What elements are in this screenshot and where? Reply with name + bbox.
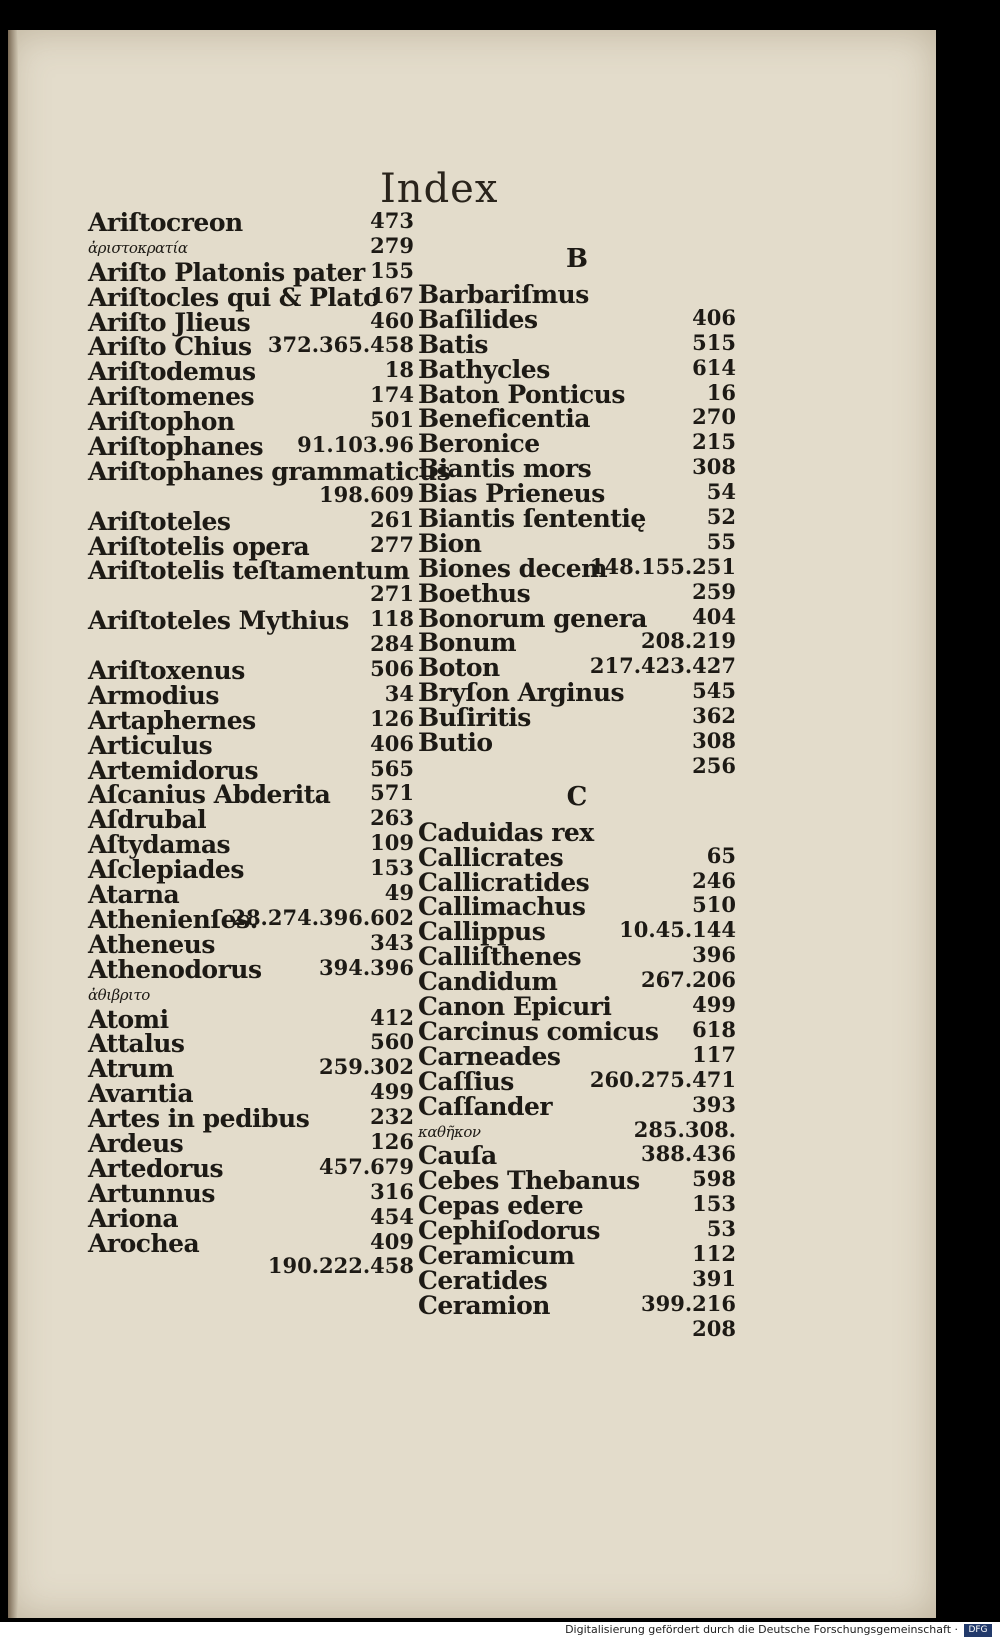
index-term: Bathycles xyxy=(418,354,550,384)
index-entry xyxy=(88,506,414,536)
index-entry xyxy=(88,1203,414,1233)
index-term: Aſdrubal xyxy=(88,805,207,835)
index-entry xyxy=(88,954,414,984)
index-term: Ariſtocles qui & Plato xyxy=(88,282,380,312)
index-entry xyxy=(418,454,736,484)
index-term: Ceratides xyxy=(418,1265,548,1295)
index-term: Cepas edere xyxy=(418,1191,584,1221)
index-page-refs: 109 xyxy=(370,830,414,856)
index-page-refs: 174 xyxy=(370,382,414,408)
index-page-refs: 406 xyxy=(692,304,736,330)
index-term: Ariſtotelis teſtamentum xyxy=(88,556,410,586)
index-entry xyxy=(418,1091,736,1121)
index-page-refs: 246 xyxy=(692,867,736,893)
index-entry xyxy=(418,1141,736,1171)
index-term: Athenodorus xyxy=(88,954,262,984)
index-term: Callippus xyxy=(418,917,546,947)
index-term: Ariſto Chius xyxy=(88,332,252,362)
index-term: Ariſtomenes xyxy=(88,382,255,412)
index-page-refs: 285.308. xyxy=(633,1116,736,1142)
index-term: Aſcanius Abderita xyxy=(88,780,331,810)
page-binding-edge xyxy=(8,30,18,1618)
index-term: Barbariſmus xyxy=(418,280,589,309)
index-entry xyxy=(418,867,736,897)
index-page-refs: 506 xyxy=(370,656,414,682)
index-page-refs: 565 xyxy=(370,755,414,781)
index-page-refs: 510 xyxy=(692,892,736,918)
index-page-refs: 515 xyxy=(692,329,736,355)
index-term: Cebes Thebanus xyxy=(418,1166,640,1196)
index-entry xyxy=(88,880,414,910)
index-term: Ariſtophanes xyxy=(88,432,264,462)
index-entry xyxy=(418,753,736,778)
index-page-refs: 49 xyxy=(384,880,414,906)
index-entry xyxy=(88,980,414,1005)
index-page-refs: 545 xyxy=(692,678,736,704)
book-page xyxy=(8,30,936,1618)
index-entry xyxy=(88,233,414,258)
index-entry xyxy=(418,842,736,872)
index-entry xyxy=(88,282,414,312)
index-term: Articulus xyxy=(88,730,213,760)
index-term: Batis xyxy=(418,329,488,359)
index-term: Buſiritis xyxy=(418,703,531,733)
index-entry xyxy=(418,354,736,384)
index-page-refs: 388.436 xyxy=(641,1141,736,1167)
section-letter xyxy=(418,778,736,818)
index-term: Aſtydamas xyxy=(88,830,231,860)
index-term: Athenienſes. xyxy=(88,904,258,934)
index-term: Artedorus xyxy=(88,1153,224,1183)
index-page-refs: 91.103.96 xyxy=(297,432,414,458)
index-entry xyxy=(88,1253,414,1278)
index-entry xyxy=(88,482,414,507)
index-term: Ariſtotelis opera xyxy=(88,531,310,561)
index-page-refs: 54 xyxy=(706,479,736,505)
index-entry xyxy=(88,357,414,387)
index-term: Calliſthenes xyxy=(418,942,582,972)
index-entry xyxy=(418,504,736,534)
index-page-refs: 126 xyxy=(370,1128,414,1154)
index-page-refs: 598 xyxy=(692,1166,736,1192)
index-entry xyxy=(418,1290,736,1320)
index-entry xyxy=(418,917,736,947)
index-entry xyxy=(418,892,736,922)
index-entry xyxy=(418,603,736,633)
index-term: Artaphernes xyxy=(88,705,256,735)
index-entry xyxy=(418,1166,736,1196)
index-entry xyxy=(418,578,736,608)
index-term: Armodius xyxy=(88,680,219,710)
index-entry xyxy=(418,628,736,658)
index-page-refs: 393 xyxy=(692,1091,736,1117)
index-page-refs: 217.423.427 xyxy=(589,653,736,679)
page-heading: Index xyxy=(380,166,499,212)
index-term: Caduidas rex xyxy=(418,817,594,847)
footer-bar xyxy=(0,1622,1000,1640)
index-term: ἀθιβριτο xyxy=(88,985,150,1004)
index-page-refs: 391 xyxy=(692,1265,736,1291)
index-page-refs: 396 xyxy=(692,942,736,968)
index-term: Cephiſodorus xyxy=(418,1216,600,1246)
index-page-refs: 16 xyxy=(706,379,736,405)
index-term: Boethus xyxy=(418,578,531,608)
index-entry xyxy=(418,703,736,733)
index-term: Biantis ſententię xyxy=(418,504,646,534)
index-entry xyxy=(418,1191,736,1221)
index-page-refs: 260.275.471 xyxy=(589,1066,736,1092)
index-term: Callicratides xyxy=(418,867,590,897)
index-term: Caſſander xyxy=(418,1091,553,1121)
index-entry xyxy=(88,730,414,760)
index-term: Bonorum genera xyxy=(418,603,647,633)
index-term: Carneades xyxy=(418,1041,561,1071)
index-entry xyxy=(418,1265,736,1295)
index-term: Avarıtia xyxy=(88,1079,194,1109)
index-entry xyxy=(88,407,414,437)
index-entry xyxy=(88,929,414,959)
index-entry xyxy=(88,1054,414,1084)
index-page-refs: 372.365.458 xyxy=(267,332,414,358)
index-entry xyxy=(418,304,736,334)
index-term: Attalus xyxy=(88,1029,185,1059)
index-page-refs: 460 xyxy=(370,307,414,333)
section-letter-label: B xyxy=(566,244,588,274)
index-term: Canon Epicuri xyxy=(418,992,612,1022)
index-page-refs: 53 xyxy=(706,1216,736,1242)
index-page-refs: 263 xyxy=(370,805,414,831)
index-page-refs: 198.609 xyxy=(319,481,414,507)
index-term: Baton Ponticus xyxy=(418,379,625,409)
index-entry xyxy=(418,528,736,558)
index-entry xyxy=(418,1316,736,1341)
index-term: Carcinus comicus xyxy=(418,1016,659,1046)
index-page-refs: 117 xyxy=(692,1041,736,1067)
index-page-refs: 343 xyxy=(370,929,414,955)
index-term: Ceramion xyxy=(418,1290,550,1320)
index-page-refs: 308 xyxy=(692,454,736,480)
index-term: Artemidorus xyxy=(88,755,259,785)
index-entry xyxy=(88,631,414,656)
index-term: Candidum xyxy=(418,967,558,997)
index-term: ἀριστοκρατία xyxy=(88,238,188,257)
index-page-refs: 28.274.396.602 xyxy=(231,904,414,930)
index-term: Ariſtocreon xyxy=(88,208,243,237)
index-page-refs: 404 xyxy=(692,603,736,629)
index-term: Beronice xyxy=(418,429,540,459)
index-entry xyxy=(418,553,736,583)
index-page-refs: 412 xyxy=(370,1004,414,1030)
index-entry xyxy=(88,830,414,860)
index-page-refs: 34 xyxy=(384,680,414,706)
index-entry xyxy=(88,1004,414,1034)
index-page-refs: 277 xyxy=(370,531,414,557)
index-page-refs: 457.679 xyxy=(319,1153,414,1179)
index-entry xyxy=(418,329,736,359)
index-term: Arochea xyxy=(88,1228,200,1258)
index-entry xyxy=(418,404,736,434)
index-page-refs: 362 xyxy=(692,703,736,729)
index-page-refs: 126 xyxy=(370,705,414,731)
index-entry xyxy=(88,656,414,686)
index-term: Aſclepiades xyxy=(88,855,244,885)
index-entry xyxy=(418,280,736,309)
index-term: Ardeus xyxy=(88,1128,184,1158)
index-entry xyxy=(418,967,736,997)
index-page-refs: 155 xyxy=(370,257,414,283)
index-entry xyxy=(88,556,414,586)
section-letter-label: C xyxy=(566,781,588,812)
index-term: Bryſon Arginus xyxy=(418,678,625,708)
dfg-logo: DFG xyxy=(964,1624,992,1637)
index-entry xyxy=(418,678,736,708)
index-term: Atheneus xyxy=(88,929,215,959)
index-page-refs: 394.396 xyxy=(319,954,414,980)
index-page-refs: 270 xyxy=(692,404,736,430)
index-page-refs: 259.302 xyxy=(319,1054,414,1080)
index-page-refs: 112 xyxy=(692,1240,736,1266)
index-term: Beneficentia xyxy=(418,404,590,434)
index-entry xyxy=(88,432,414,462)
index-entry xyxy=(88,1153,414,1183)
footer-credit: Digitalisierung gefördert durch die Deutsche Forschungsgemeinschaft · xyxy=(565,1623,958,1636)
index-page-refs: 167 xyxy=(370,282,414,308)
index-entry xyxy=(418,653,736,683)
index-page-refs: 499 xyxy=(370,1079,414,1105)
index-column-right xyxy=(418,240,736,1341)
index-page-refs: 454 xyxy=(370,1203,414,1229)
index-page-refs: 284 xyxy=(370,631,414,657)
index-entry xyxy=(88,1228,414,1258)
index-term: Boton xyxy=(418,653,500,683)
index-entry xyxy=(88,780,414,810)
index-entry xyxy=(418,1117,736,1142)
index-page-refs: 267.206 xyxy=(641,967,736,993)
index-entry xyxy=(418,1216,736,1246)
index-page-refs: 148.155.251 xyxy=(589,553,736,579)
index-page-refs: 473 xyxy=(370,208,414,233)
index-term: Bonum xyxy=(418,628,517,658)
index-term: Baſilides xyxy=(418,304,538,334)
index-page-refs: 618 xyxy=(692,1016,736,1042)
index-entry xyxy=(418,728,736,758)
index-entry xyxy=(88,208,414,237)
index-entry xyxy=(88,1104,414,1134)
index-page-refs: 308 xyxy=(692,728,736,754)
index-entry xyxy=(88,904,414,934)
index-entry xyxy=(88,382,414,412)
index-term: Ariſto Platonis pater xyxy=(88,257,365,287)
index-page-refs: 279 xyxy=(370,232,414,258)
index-page-refs: 10.45.144 xyxy=(619,917,736,943)
index-page-refs: 232 xyxy=(370,1104,414,1130)
index-entry xyxy=(88,855,414,885)
index-entry xyxy=(88,307,414,337)
index-term: Bion xyxy=(418,528,482,558)
index-term: Biones decem xyxy=(418,553,608,583)
index-page-refs: 190.222.458 xyxy=(267,1253,414,1279)
index-entry xyxy=(88,805,414,835)
index-term: Ariſtodemus xyxy=(88,357,256,387)
index-page-refs: 259 xyxy=(692,578,736,604)
index-page-refs: 215 xyxy=(692,429,736,455)
index-page-refs: 409 xyxy=(370,1228,414,1254)
index-page-refs: 501 xyxy=(370,407,414,433)
index-entry xyxy=(88,332,414,362)
index-term: Ariona xyxy=(88,1203,179,1233)
index-page-refs: 399.216 xyxy=(641,1290,736,1316)
index-entry xyxy=(418,817,736,847)
index-entry xyxy=(88,1128,414,1158)
index-term: Callimachus xyxy=(418,892,586,922)
index-page-refs: 406 xyxy=(370,730,414,756)
index-term: Ariſto Jlieus xyxy=(88,307,251,337)
index-page-refs: 316 xyxy=(370,1178,414,1204)
index-term: Atarna xyxy=(88,880,180,910)
index-entry xyxy=(88,1029,414,1059)
index-term: Artes in pedibus xyxy=(88,1104,310,1134)
index-entry xyxy=(88,606,414,636)
index-entry xyxy=(418,1041,736,1071)
index-page-refs: 52 xyxy=(706,504,736,530)
index-page-refs: 153 xyxy=(692,1191,736,1217)
index-entry xyxy=(418,379,736,409)
index-term: Caſſius xyxy=(418,1066,514,1096)
index-term: Ceramicum xyxy=(418,1240,575,1270)
index-term: καθῆκον xyxy=(418,1122,481,1141)
index-term: Ariſtoteles Mythius xyxy=(88,606,349,636)
index-entry xyxy=(418,479,736,509)
index-entry xyxy=(418,942,736,972)
index-entry xyxy=(88,1178,414,1208)
index-term: Biantis mors xyxy=(418,454,592,484)
index-term: Ariſtophon xyxy=(88,407,235,437)
index-page-refs: 65 xyxy=(706,842,736,868)
index-page-refs: 153 xyxy=(370,855,414,881)
index-term: Artunnus xyxy=(88,1178,215,1208)
index-page-refs: 560 xyxy=(370,1029,414,1055)
index-entry xyxy=(88,680,414,710)
index-page-refs: 571 xyxy=(370,780,414,806)
index-page-refs: 55 xyxy=(706,528,736,554)
index-entry xyxy=(418,1066,736,1096)
index-page-refs: 614 xyxy=(692,354,736,380)
index-term: Ariſtoxenus xyxy=(88,656,245,686)
index-entry xyxy=(418,1016,736,1046)
index-term: Bias Prieneus xyxy=(418,479,605,509)
index-page-refs: 256 xyxy=(692,752,736,778)
index-entry xyxy=(88,531,414,561)
index-term: Atrum xyxy=(88,1054,174,1084)
index-entry xyxy=(88,705,414,735)
index-term: Callicrates xyxy=(418,842,564,872)
index-page-refs: 18 xyxy=(384,357,414,383)
index-page-refs: 271 xyxy=(370,581,414,607)
index-page-refs: 208.219 xyxy=(641,628,736,654)
index-entry xyxy=(88,257,414,287)
index-page-refs: 261 xyxy=(370,506,414,532)
index-term: Ariſtoteles xyxy=(88,506,231,536)
index-term: Cauſa xyxy=(418,1141,497,1171)
index-entry xyxy=(418,429,736,459)
index-page-refs: 208 xyxy=(692,1315,736,1341)
index-entry xyxy=(88,581,414,606)
index-term: Atomi xyxy=(88,1004,169,1034)
index-page-refs: 118 xyxy=(370,606,414,632)
index-entry xyxy=(418,992,736,1022)
index-entry xyxy=(88,456,451,486)
index-term: Ariſtophanes grammaticus xyxy=(88,456,451,486)
section-letter xyxy=(418,240,736,280)
index-page-refs: 499 xyxy=(692,992,736,1018)
index-entry xyxy=(88,755,414,785)
index-term: Butio xyxy=(418,728,493,758)
index-entry xyxy=(418,1240,736,1270)
index-entry xyxy=(88,1079,414,1109)
